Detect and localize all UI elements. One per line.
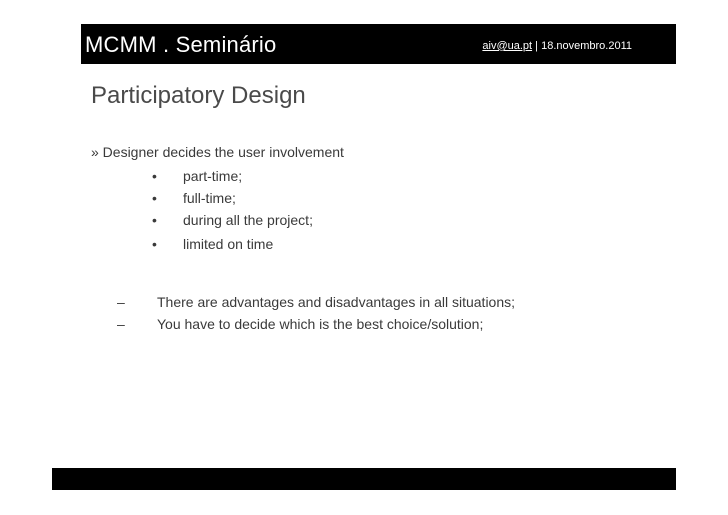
header-bar <box>81 24 676 64</box>
sub-bullet-text: during all the project; <box>183 212 313 228</box>
dash-item-text: You have to decide which is the best choice/solution; <box>157 316 484 332</box>
slide-title: Participatory Design <box>91 82 306 109</box>
bullet-marker: • <box>152 212 157 228</box>
email-link[interactable]: aiv@ua.pt <box>482 40 533 52</box>
main-bullet: » Designer decides the user involvement <box>91 144 344 160</box>
sub-bullet-text: full-time; <box>183 190 236 206</box>
header-date: 18.novembro.2011 <box>541 40 632 52</box>
sub-bullet-text: limited on time <box>183 236 274 252</box>
header-title: MCMM . Seminário <box>85 32 277 57</box>
dash-item-text: There are advantages and disadvantages in all situations; <box>157 294 516 310</box>
bullet-marker: • <box>152 190 157 206</box>
footer-bar <box>52 468 676 490</box>
bullet-marker: • <box>152 168 157 184</box>
header-separator: | <box>535 40 539 52</box>
sub-bullet-text: part-time; <box>183 168 243 184</box>
header-meta <box>482 40 632 52</box>
bullet-marker: • <box>152 236 157 252</box>
dash-marker: – <box>117 316 125 332</box>
dash-marker: – <box>117 294 125 310</box>
